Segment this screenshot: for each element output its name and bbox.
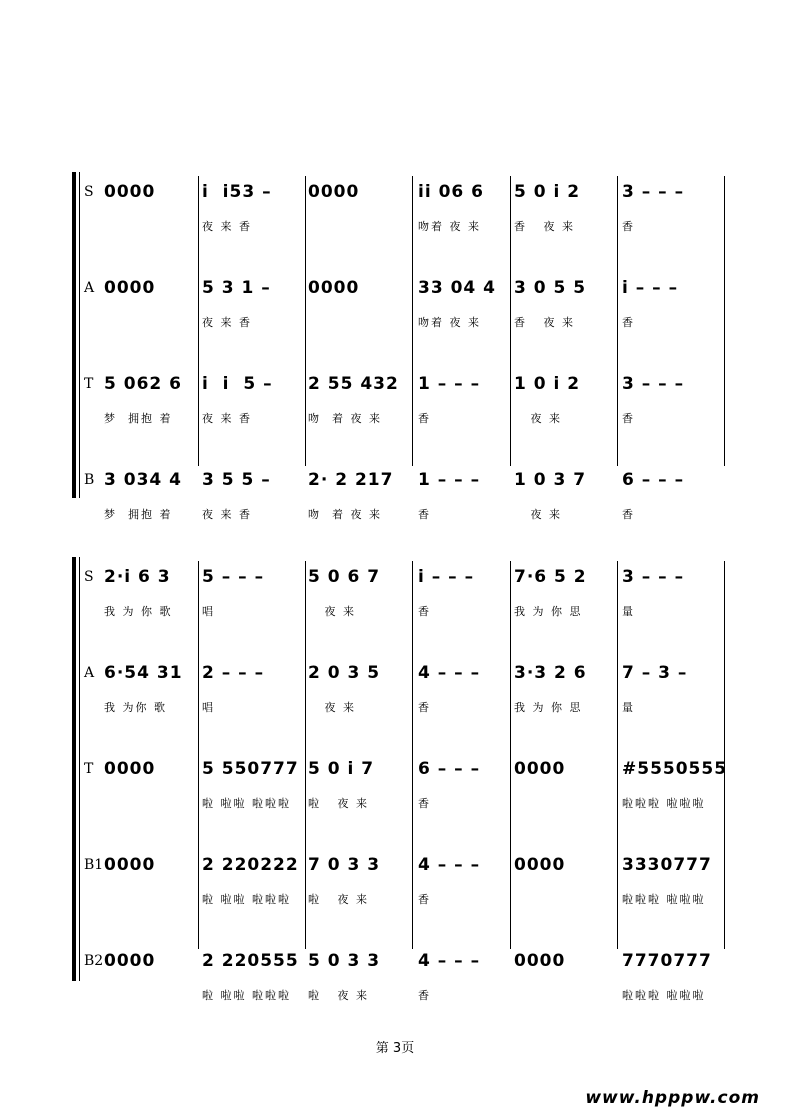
measure-notes: 4 – – – — [418, 951, 481, 971]
measure-lyric: 我 为 你 思 — [514, 605, 583, 618]
measure-notes: 2 220222 — [202, 855, 299, 875]
measure-notes: 4 – – – — [418, 663, 481, 683]
measure-notes: 1 0 3 7 — [514, 470, 587, 490]
measure-lyric: 香 — [622, 220, 635, 233]
measure-lyric: 香 — [418, 797, 431, 810]
measure-lyric: 吻 着 夜 来 — [308, 412, 382, 425]
measure-notes: 2 55 432 — [308, 374, 399, 394]
measure-lyric: 夜 来 香 — [202, 220, 252, 233]
part-label: A — [84, 665, 95, 681]
measure-lyric: 香 — [418, 989, 431, 1002]
measure-notes: 2·i 6 3 — [104, 567, 171, 587]
part-label: S — [84, 184, 94, 200]
measure-notes: i – – – — [622, 278, 679, 298]
measure-notes: 3 034 4 — [104, 470, 182, 490]
measure-notes: 5 0 6 7 — [308, 567, 381, 587]
measure-lyric: 量 — [622, 605, 635, 618]
part-row-b1 — [0, 843, 790, 939]
measure-notes: 1 0 i 2 — [514, 374, 581, 394]
measure-notes: 7 – 3 – — [622, 663, 688, 683]
part-row-s — [0, 555, 790, 651]
measure-notes: 0000 — [308, 278, 360, 298]
page-number: 第 3页 — [375, 1041, 415, 1056]
measure-lyric: 香 — [622, 316, 635, 329]
measure-lyric: 啦 夜 来 — [308, 893, 369, 906]
measure-lyric: 香 — [418, 412, 431, 425]
measure-notes: ii 06 6 — [418, 182, 484, 202]
score-system — [0, 555, 790, 1002]
measure-lyric: 啦 夜 来 — [308, 797, 369, 810]
measure-lyric: 量 — [622, 701, 635, 714]
measure-lyric: 夜 来 — [308, 605, 356, 618]
score-system — [0, 170, 790, 521]
measure-notes: #5550555 — [622, 759, 728, 779]
measure-notes: 5 0 3 3 — [308, 951, 381, 971]
site-watermark: www.hpppw.com — [585, 1088, 760, 1108]
measure-notes: 3 – – – — [622, 374, 685, 394]
measure-notes: 3·3 2 6 — [514, 663, 587, 683]
part-label: S — [84, 569, 94, 585]
part-label: B2 — [84, 953, 104, 969]
measure-lyric: 吻着 夜 来 — [418, 316, 481, 329]
part-row-a — [0, 266, 790, 362]
measure-lyric: 唱 — [202, 605, 215, 618]
measure-notes: 0000 — [104, 759, 156, 779]
measure-lyric: 香 — [418, 605, 431, 618]
measure-notes: 2 220555 — [202, 951, 299, 971]
measure-lyric: 啦啦啦 啦啦啦 — [622, 989, 706, 1002]
measure-lyric: 啦啦啦 啦啦啦 — [622, 797, 706, 810]
measure-notes: 4 – – – — [418, 855, 481, 875]
measure-lyric: 啦 啦啦 啦啦啦 — [202, 893, 291, 906]
measure-notes: 3 – – – — [622, 567, 685, 587]
measure-notes: 0000 — [514, 855, 566, 875]
measure-notes: 0000 — [104, 278, 156, 298]
part-row-b2 — [0, 939, 790, 1035]
measure-notes: 7·6 5 2 — [514, 567, 587, 587]
measure-lyric: 唱 — [202, 701, 215, 714]
measure-lyric: 香 — [418, 508, 431, 521]
measure-lyric: 吻着 夜 来 — [418, 220, 481, 233]
measure-lyric: 夜 来 — [308, 701, 356, 714]
measure-lyric: 夜 来 香 — [202, 412, 252, 425]
measure-lyric: 香 — [418, 893, 431, 906]
measure-notes: 0000 — [308, 182, 360, 202]
measure-lyric: 夜 来 — [514, 508, 562, 521]
measure-notes: i i53 – — [202, 182, 272, 202]
measure-lyric: 我 为 你 歌 — [104, 605, 173, 618]
measure-notes: i i 5 – — [202, 374, 273, 394]
measure-lyric: 吻 着 夜 来 — [308, 508, 382, 521]
measure-notes: 3330777 — [622, 855, 712, 875]
measure-notes: 0000 — [514, 759, 566, 779]
measure-notes: 0000 — [104, 855, 156, 875]
measure-lyric: 梦 拥抱 着 — [104, 412, 173, 425]
part-row-t — [0, 362, 790, 458]
measure-lyric: 啦 夜 来 — [308, 989, 369, 1002]
measure-lyric: 香 — [622, 412, 635, 425]
measure-notes: 2 – – – — [202, 663, 265, 683]
measure-lyric: 香 夜 来 — [514, 220, 575, 233]
part-label: T — [84, 761, 94, 777]
measure-lyric: 啦 啦啦 啦啦啦 — [202, 797, 291, 810]
measure-notes: 5 – – – — [202, 567, 265, 587]
measure-lyric: 香 夜 来 — [514, 316, 575, 329]
measure-notes: 7 0 3 3 — [308, 855, 381, 875]
measure-lyric: 梦 拥抱 着 — [104, 508, 173, 521]
part-label: T — [84, 376, 94, 392]
measure-notes: 1 – – – — [418, 470, 481, 490]
measure-notes: 6·54 31 — [104, 663, 183, 683]
measure-notes: 0000 — [104, 951, 156, 971]
measure-notes: i – – – — [418, 567, 475, 587]
measure-notes: 1 – – – — [418, 374, 481, 394]
measure-lyric: 我 为 你 思 — [514, 701, 583, 714]
measure-lyric: 香 — [418, 701, 431, 714]
measure-lyric: 夜 来 香 — [202, 316, 252, 329]
part-row-s — [0, 170, 790, 266]
measure-notes: 6 – – – — [622, 470, 685, 490]
measure-lyric: 香 — [622, 508, 635, 521]
measure-lyric: 夜 来 — [514, 412, 562, 425]
measure-notes: 5 0 i 7 — [308, 759, 375, 779]
measure-notes: 6 – – – — [418, 759, 481, 779]
measure-notes: 5 550777 — [202, 759, 299, 779]
measure-notes: 3 0 5 5 — [514, 278, 587, 298]
measure-lyric: 夜 来 香 — [202, 508, 252, 521]
part-row-a — [0, 651, 790, 747]
measure-notes: 0000 — [514, 951, 566, 971]
measure-lyric: 我 为你 歌 — [104, 701, 167, 714]
measure-notes: 5 3 1 – — [202, 278, 271, 298]
measure-lyric: 啦 啦啦 啦啦啦 — [202, 989, 291, 1002]
measure-notes: 7770777 — [622, 951, 712, 971]
measure-notes: 5 0 i 2 — [514, 182, 581, 202]
measure-notes: 2· 2 217 — [308, 470, 394, 490]
measure-notes: 2 0 3 5 — [308, 663, 381, 683]
measure-notes: 33 04 4 — [418, 278, 496, 298]
measure-notes: 3 – – – — [622, 182, 685, 202]
part-label: B1 — [84, 857, 104, 873]
measure-lyric: 啦啦啦 啦啦啦 — [622, 893, 706, 906]
part-row-t — [0, 747, 790, 843]
part-row-b — [0, 458, 790, 554]
measure-notes: 3 5 5 – — [202, 470, 271, 490]
measure-notes: 5 062 6 — [104, 374, 182, 394]
measure-notes: 0000 — [104, 182, 156, 202]
part-label: B — [84, 472, 95, 488]
part-label: A — [84, 280, 95, 296]
